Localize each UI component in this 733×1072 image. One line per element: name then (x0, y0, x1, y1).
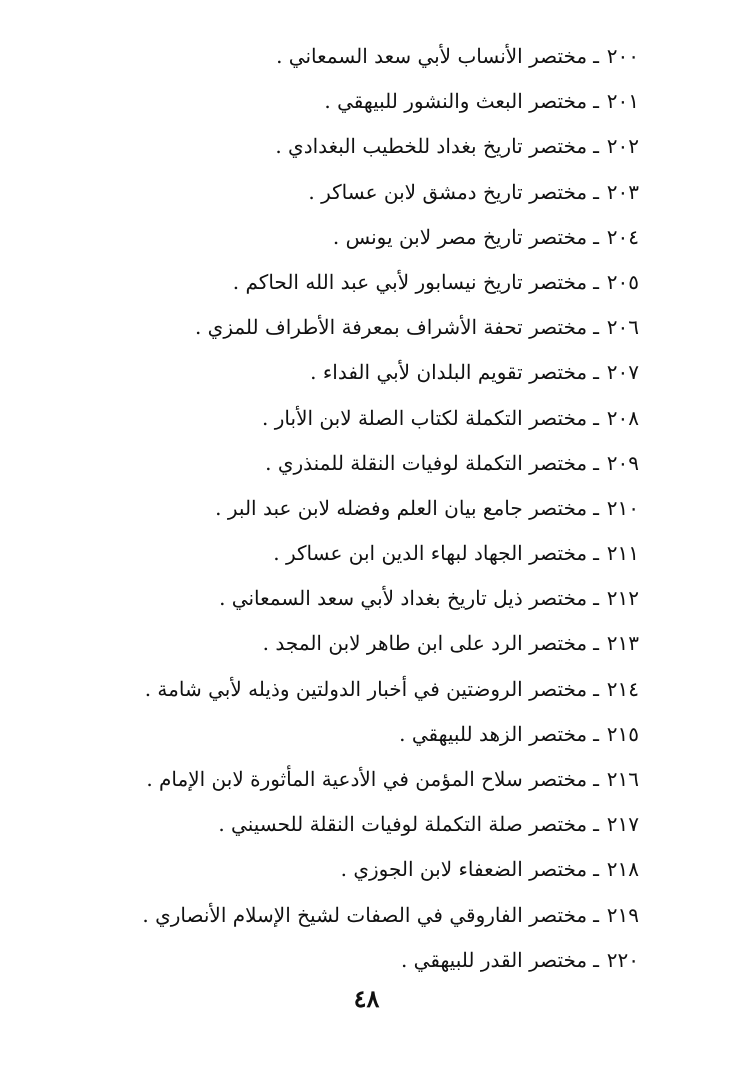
entry-dash: ـ (593, 134, 599, 159)
list-item (39, 396, 639, 441)
entry-number: ٢١٤ (606, 676, 639, 701)
entry-text: مختصر الفاروقي في الصفات لشيخ الإسلام الأنصاري . (142, 902, 588, 927)
list-item (39, 260, 639, 305)
entry-number: ٢١٨ (606, 857, 639, 882)
entry-text: مختصر الأنساب لأبي سعد السمعاني . (276, 44, 588, 68)
list-item (39, 305, 639, 350)
entry-text: مختصر القدر للبيهقي . (400, 947, 588, 972)
entry-dash: ـ (593, 812, 599, 837)
entry-number: ٢٠٢ (606, 134, 639, 159)
entry-number: ٢٠٤ (606, 224, 639, 249)
entry-dash: ـ (593, 44, 599, 68)
list-item (39, 938, 639, 983)
entry-text: مختصر الجهاد لبهاء الدين ابن عساكر . (273, 541, 588, 566)
entry-text: مختصر الزهد للبيهقي . (399, 721, 588, 746)
list-item (39, 802, 639, 847)
entry-number: ٢٠٩ (606, 450, 639, 475)
entry-dash: ـ (593, 224, 599, 249)
list-item (39, 215, 639, 260)
entry-number: ٢٠٠ (606, 44, 639, 68)
entry-dash: ـ (593, 179, 599, 204)
entry-dash: ـ (593, 902, 599, 927)
list-item (39, 847, 639, 892)
entry-text: مختصر ذيل تاريخ بغداد لأبي سعد السمعاني . (219, 586, 588, 611)
entry-text: مختصر تاريخ بغداد للخطيب البغدادي . (275, 134, 588, 159)
entry-text: مختصر تحفة الأشراف بمعرفة الأطراف للمزي . (194, 315, 588, 340)
page-number: ٤٨ (353, 984, 380, 1013)
entry-text: مختصر الروضتين في أخبار الدولتين وذيله لأبي شامة . (144, 676, 588, 701)
entry-number: ٢١٠ (606, 495, 639, 520)
entry-number: ٢٠٣ (606, 179, 639, 204)
entry-dash: ـ (593, 676, 599, 701)
list-item (39, 79, 639, 124)
entry-dash: ـ (593, 631, 599, 656)
entry-text: مختصر الرد على ابن طاهر لابن المجد . (262, 631, 588, 656)
entry-dash: ـ (593, 495, 599, 520)
entry-dash: ـ (593, 89, 599, 114)
entry-number: ٢٠٥ (606, 269, 639, 294)
entry-text: مختصر جامع بيان العلم وفضله لابن عبد البر . (215, 495, 588, 520)
entry-text: مختصر التكملة لكتاب الصلة لابن الأبار . (262, 405, 588, 430)
list-item (39, 124, 639, 169)
entry-text: مختصر الضعفاء لابن الجوزي . (340, 857, 588, 882)
list-item (39, 576, 639, 621)
bibliography-list (39, 34, 639, 983)
entry-dash: ـ (593, 360, 599, 385)
entry-number: ٢١٩ (606, 902, 639, 927)
entry-dash: ـ (593, 405, 599, 430)
entry-text: مختصر تاريخ مصر لابن يونس . (332, 224, 588, 249)
entry-dash: ـ (593, 586, 599, 611)
entry-number: ٢٠١ (606, 89, 639, 114)
list-item (39, 350, 639, 395)
entry-text: مختصر تاريخ نيسابور لأبي عبد الله الحاكم . (232, 269, 588, 294)
entry-text: مختصر التكملة لوفيات النقلة للمنذري . (265, 450, 588, 475)
entry-dash: ـ (593, 857, 599, 882)
list-item (39, 667, 639, 712)
list-item (39, 621, 639, 666)
entry-text: مختصر البعث والنشور للبيهقي . (324, 89, 588, 114)
entry-number: ٢١١ (606, 541, 639, 566)
list-item (39, 531, 639, 576)
entry-number: ٢١٦ (606, 767, 639, 791)
entry-text: مختصر سلاح المؤمن في الأدعية المأثورة لابن الإمام . (146, 767, 588, 791)
entry-dash: ـ (593, 450, 599, 475)
list-item (39, 712, 639, 757)
entry-number: ٢٠٦ (606, 315, 639, 340)
entry-number: ٢١٧ (606, 812, 639, 837)
entry-text: مختصر صلة التكملة لوفيات النقلة للحسيني . (218, 812, 588, 837)
entry-number: ٢١٥ (606, 721, 639, 746)
list-item (39, 757, 639, 802)
entry-dash: ـ (593, 269, 599, 294)
list-item (39, 486, 639, 531)
entry-number: ٢١٢ (606, 586, 639, 611)
entry-dash: ـ (593, 315, 599, 340)
list-item (39, 34, 639, 79)
entry-dash: ـ (593, 947, 599, 972)
entry-text: مختصر تقويم البلدان لأبي الفداء . (310, 360, 588, 385)
entry-number: ٢١٣ (606, 631, 639, 656)
entry-dash: ـ (593, 721, 599, 746)
entry-number: ٢٢٠ (606, 947, 639, 972)
entry-dash: ـ (593, 541, 599, 566)
entry-dash: ـ (593, 767, 599, 791)
list-item (39, 170, 639, 215)
list-item (39, 441, 639, 486)
list-item (39, 893, 639, 938)
entry-number: ٢٠٧ (606, 360, 639, 385)
entry-text: مختصر تاريخ دمشق لابن عساكر . (308, 179, 588, 204)
entry-number: ٢٠٨ (606, 405, 639, 430)
